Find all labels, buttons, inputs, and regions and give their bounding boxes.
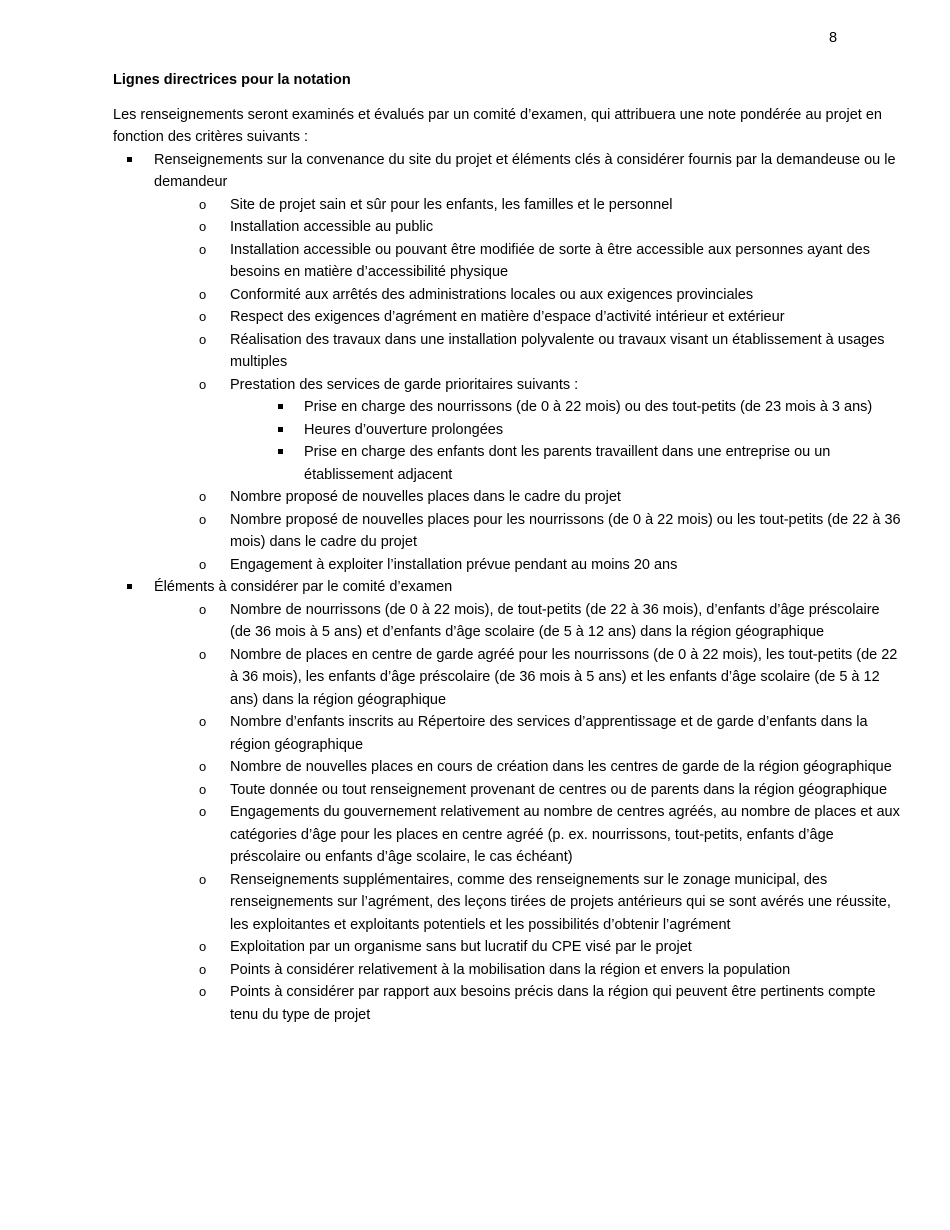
page-number: 8 — [829, 30, 838, 46]
list-item-text: Site de projet sain et sûr pour les enfants, les familles et le personnel — [230, 196, 673, 213]
list-item — [189, 756, 903, 779]
circle-bullet-icon: o — [199, 804, 207, 819]
section-heading: Lignes directrices pour la notation — [113, 72, 351, 88]
list-item — [189, 936, 903, 959]
list-item — [265, 441, 903, 486]
circle-bullet-icon: o — [199, 556, 207, 572]
list-item-text: Points à considérer par rapport aux besoins précis dans la région qui peuvent être pertinents compte tenu du type de projet — [230, 984, 876, 1023]
criteria-sublist — [154, 599, 903, 1027]
circle-bullet-icon: o — [199, 601, 207, 617]
circle-bullet-icon: o — [199, 781, 207, 797]
list-item-text: Engagements du gouvernement relativement au nombre de centres agréés, au nombre de places et aux catégories d’âge pour les places en centre agréé (p. ex. nourrissons, tout-petits, enfants d’âge préscolaire ou enfants d’âge scolaire, le cas échéant) — [230, 804, 900, 865]
list-item-text: Prise en charge des enfants dont les parents travaillent dans une entreprise ou un établissement adjacent — [304, 444, 831, 483]
list-item — [265, 396, 903, 419]
intro-paragraph: Les renseignements seront examinés et évalués par un comité d’examen, qui attribuera une note pondérée au projet en fonction des critères suivants : — [113, 106, 882, 145]
list-item — [189, 801, 903, 869]
list-item — [265, 419, 903, 442]
list-item — [189, 509, 903, 554]
list-item — [189, 486, 903, 509]
circle-bullet-icon: o — [199, 331, 207, 347]
square-bullet-icon — [278, 449, 283, 454]
list-item-text: Heures d’ouverture prolongées — [304, 421, 504, 438]
priority-services-list — [230, 396, 903, 486]
list-item-text: Réalisation des travaux dans une installation polyvalente ou travaux visant un établissement à usages multiples — [230, 331, 885, 370]
circle-bullet-icon: o — [199, 871, 207, 887]
list-item — [189, 216, 903, 239]
list-item — [189, 981, 903, 1026]
criteria-section-title: Renseignements sur la convenance du site du projet et éléments clés à considérer fournis par la demandeuse ou le demandeur — [154, 151, 896, 190]
list-item — [189, 306, 903, 329]
list-item — [189, 959, 903, 982]
document-body — [113, 69, 903, 1026]
list-item-text: Conformité aux arrêtés des administrations locales ou aux exigences provinciales — [230, 286, 754, 303]
list-item — [189, 599, 903, 644]
circle-bullet-icon: o — [199, 714, 207, 729]
criteria-section — [113, 576, 903, 1026]
circle-bullet-icon: o — [199, 219, 207, 234]
list-item-text: Nombre proposé de nouvelles places dans le cadre du projet — [230, 489, 621, 505]
list-item-text: Nombre d’enfants inscrits au Répertoire des services d’apprentissage et de garde d’enfants dans la région géographique — [230, 714, 868, 753]
list-item — [189, 329, 903, 374]
criteria-section — [113, 149, 903, 577]
list-item-text: Installation accessible ou pouvant être modifiée de sorte à être accessible aux personnes ayant des besoins en matière d’accessibilité physique — [230, 241, 870, 280]
list-item-text: Installation accessible au public — [230, 219, 434, 235]
circle-bullet-icon: o — [199, 939, 207, 954]
list-item — [189, 711, 903, 756]
circle-bullet-icon: o — [199, 376, 207, 392]
circle-bullet-icon: o — [199, 646, 207, 662]
list-item — [189, 869, 903, 937]
list-item-text: Exploitation par un organisme sans but lucratif du CPE visé par le projet — [230, 939, 692, 955]
square-bullet-icon — [278, 427, 283, 432]
list-item-text: Nombre de nouvelles places en cours de création dans les centres de garde de la région géographique — [230, 759, 892, 775]
list-item-text: Respect des exigences d’agrément en matière d’espace d’activité intérieur et extérieur — [230, 309, 785, 325]
circle-bullet-icon: o — [199, 241, 207, 257]
circle-bullet-icon: o — [199, 984, 207, 999]
square-bullet-icon — [127, 157, 132, 162]
list-item-text: Points à considérer relativement à la mobilisation dans la région et envers la population — [230, 961, 791, 978]
criteria-section-title: Éléments à considérer par le comité d’examen — [154, 579, 453, 595]
circle-bullet-icon: o — [199, 286, 207, 302]
list-item-text: Nombre proposé de nouvelles places pour les nourrissons (de 0 à 22 mois) ou les tout-petits (de 22 à 36 mois) dans le cadre du projet — [230, 511, 901, 550]
list-item — [189, 239, 903, 284]
list-item — [189, 779, 903, 802]
list-item — [189, 194, 903, 217]
list-item — [189, 644, 903, 712]
criteria-list — [113, 149, 903, 1027]
criteria-sublist — [154, 194, 903, 577]
square-bullet-icon — [278, 404, 283, 409]
list-item — [189, 554, 903, 577]
list-item-text: Prise en charge des nourrissons (de 0 à 22 mois) ou des tout-petits (de 23 mois à 3 ans) — [304, 399, 873, 415]
circle-bullet-icon: o — [199, 961, 207, 977]
list-item-text: Prestation des services de garde prioritaires suivants : — [230, 376, 579, 393]
list-item-text: Nombre de nourrissons (de 0 à 22 mois), de tout-petits (de 22 à 36 mois), d’enfants d’âge préscolaire (de 36 mois à 5 ans) et d’enfants d’âge scolaire (de 5 à 12 ans) dans la région géographique — [230, 601, 880, 640]
circle-bullet-icon: o — [199, 489, 207, 504]
list-item-text: Toute donnée ou tout renseignement provenant de centres ou de parents dans la région géographique — [230, 781, 888, 798]
list-item-text: Nombre de places en centre de garde agréé pour les nourrissons (de 0 à 22 mois), les tout-petits (de 22 à 36 mois), les enfants d’âge préscolaire (de 36 mois à 5 ans) et les enfants d’âge scolaire (de 5 à 12 ans) dans la région géographique — [230, 646, 898, 708]
circle-bullet-icon: o — [199, 196, 207, 212]
circle-bullet-icon: o — [199, 309, 207, 324]
circle-bullet-icon: o — [199, 759, 207, 774]
list-item — [189, 374, 903, 487]
list-item-text: Engagement à exploiter l’installation prévue pendant au moins 20 ans — [230, 556, 678, 573]
square-bullet-icon — [127, 584, 132, 589]
circle-bullet-icon: o — [199, 511, 207, 527]
list-item — [189, 284, 903, 307]
list-item-text: Renseignements supplémentaires, comme des renseignements sur le zonage municipal, des renseignements sur l’agrément, des leçons tirées de projets antérieurs qui se sont avérés une réussite, les exploitantes et exploitants potentiels et les possibilités d’obtenir l’agrément — [230, 871, 891, 933]
